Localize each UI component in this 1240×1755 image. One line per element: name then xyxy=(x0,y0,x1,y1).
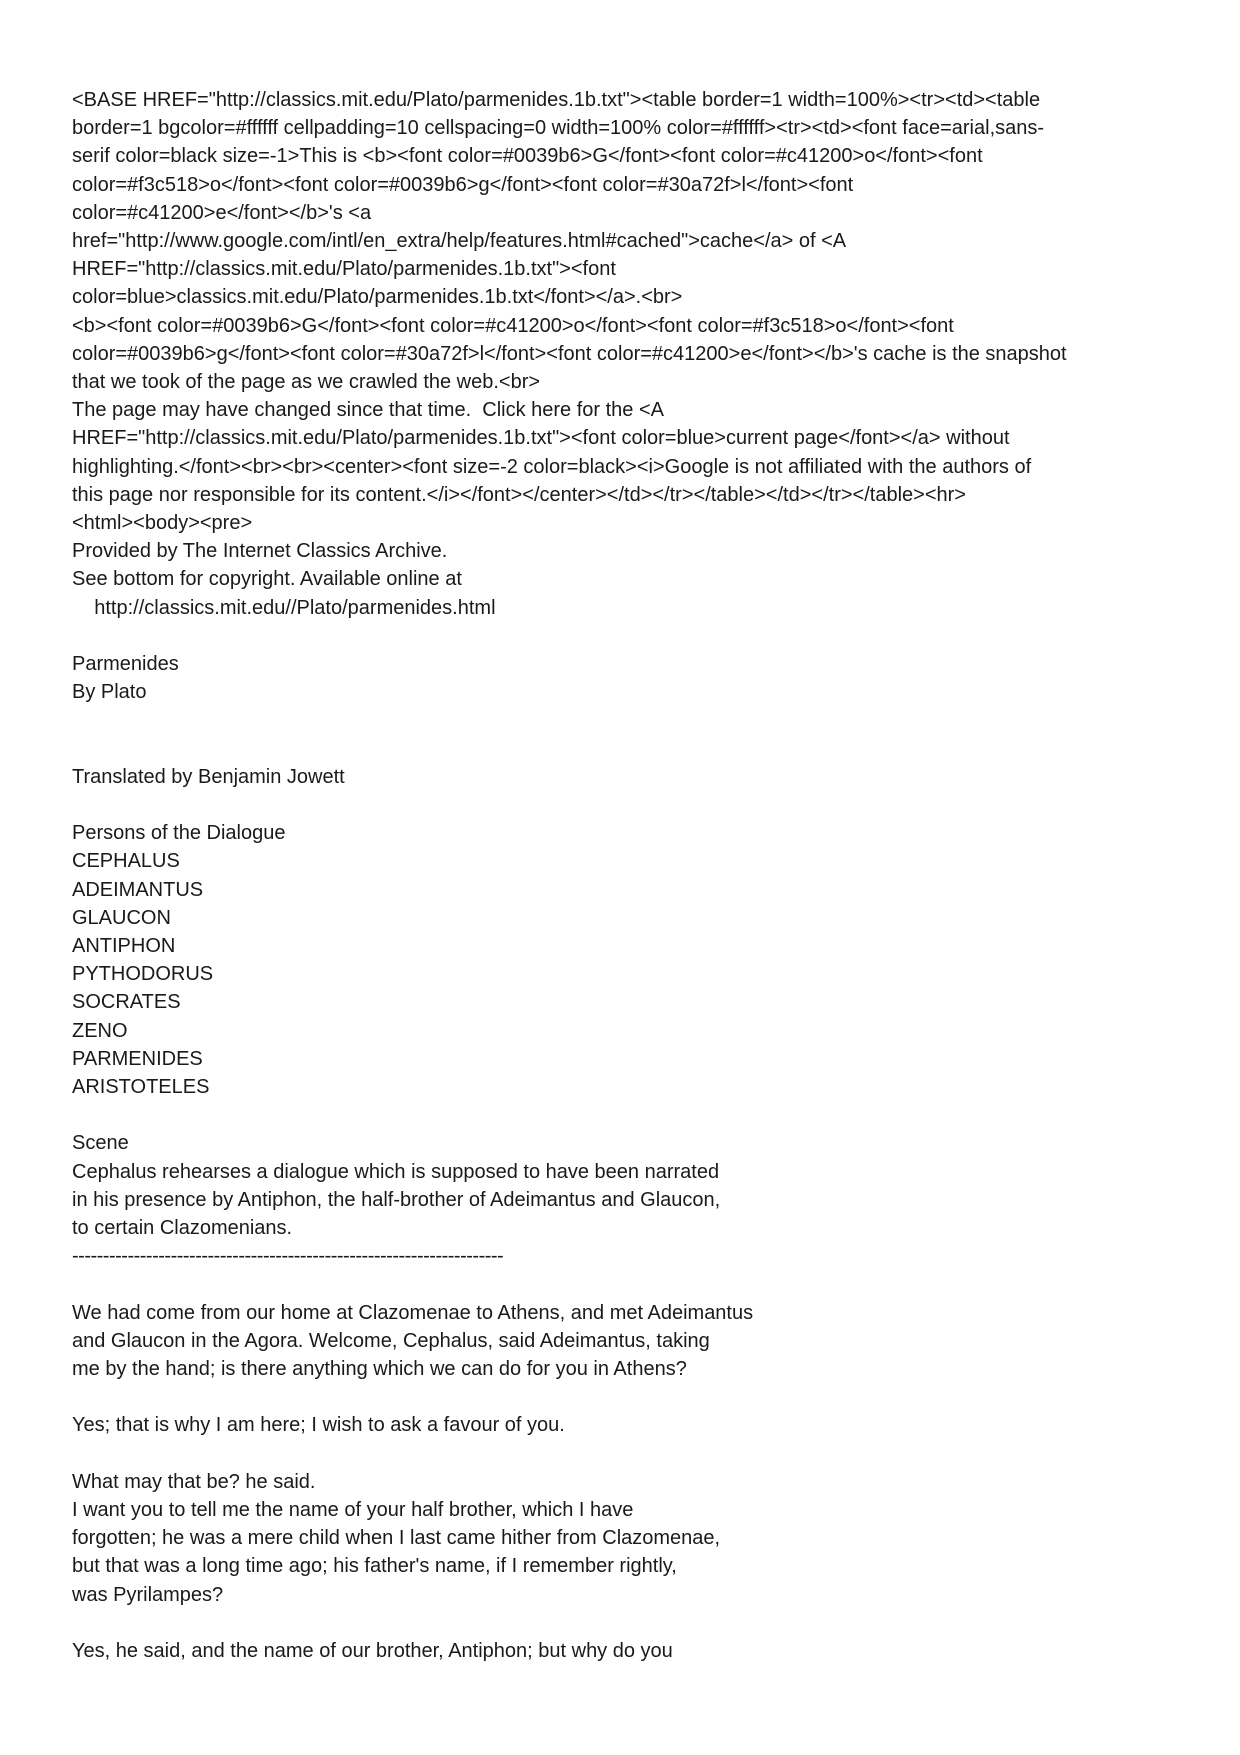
blank-line xyxy=(72,622,1182,650)
text-line: Parmenides xyxy=(72,653,179,676)
text-line: We had come from our home at Clazomenae to Athens, and met Adeimantus xyxy=(72,1301,754,1324)
text-line: to certain Clazomenians. xyxy=(72,1217,293,1240)
text-line: HREF="http://classics.mit.edu/Plato/parmenides.1b.txt"><font xyxy=(72,258,616,281)
text-line: highlighting.</font><br><br><center><font size=-2 color=black><i>Google is not affiliated with the authors of xyxy=(72,455,1032,478)
blank-line xyxy=(72,735,1182,763)
text-line: that we took of the page as we crawled the web.<br> xyxy=(72,371,541,394)
text-line: See bottom for copyright. Available online at xyxy=(72,568,462,591)
text-line: I want you to tell me the name of your half brother, which I have xyxy=(72,1499,634,1522)
text-line: me by the hand; is there anything which we can do for you in Athens? xyxy=(72,1358,687,1381)
text-line: PYTHODORUS xyxy=(72,963,214,986)
blank-line xyxy=(72,1609,1182,1637)
text-line: HREF="http://classics.mit.edu/Plato/parmenides.1b.txt"><font color=blue>current page</font></a> without xyxy=(72,427,1010,450)
text-line: border=1 bgcolor=#ffffff cellpadding=10 cellspacing=0 width=100% color=#ffffff><tr><td><font face=arial,sans- xyxy=(72,117,1045,140)
text-line: ZENO xyxy=(72,1019,128,1042)
text-line: The page may have changed since that time. Click here for the <A xyxy=(72,399,664,422)
text-line: Scene xyxy=(72,1132,129,1155)
blank-line xyxy=(72,1440,1182,1468)
text-line: GLAUCON xyxy=(72,906,171,929)
text-line: By Plato xyxy=(72,681,147,704)
text-line: Yes, he said, and the name of our brother, Antiphon; but why do you xyxy=(72,1640,673,1663)
text-line: http://classics.mit.edu//Plato/parmenides.html xyxy=(72,596,496,619)
blank-line xyxy=(72,1270,1182,1298)
text-line: CEPHALUS xyxy=(72,850,180,873)
text-line: Persons of the Dialogue xyxy=(72,822,286,845)
separator-rule: ---------------------------------------------------------------------- xyxy=(72,1245,504,1268)
text-line: color=#c41200>e</font></b>'s <a xyxy=(72,201,372,224)
text-line: in his presence by Antiphon, the half-brother of Adeimantus and Glaucon, xyxy=(72,1188,721,1211)
blank-line xyxy=(72,706,1182,734)
document-body xyxy=(72,86,1182,1665)
text-line: this page nor responsible for its content.</i></font></center></td></tr></table></td></tr></table><hr> xyxy=(72,483,966,506)
blank-line xyxy=(72,1383,1182,1411)
text-line: Translated by Benjamin Jowett xyxy=(72,765,345,788)
text-line: was Pyrilampes? xyxy=(72,1583,224,1606)
text-line: Yes; that is why I am here; I wish to ask a favour of you. xyxy=(72,1414,565,1437)
text-line: SOCRATES xyxy=(72,991,181,1014)
text-line: <html><body><pre> xyxy=(72,512,253,535)
text-line: color=blue>classics.mit.edu/Plato/parmenides.1b.txt</font></a>.<br> xyxy=(72,286,683,309)
text-line: href="http://www.google.com/intl/en_extra/help/features.html#cached">cache</a> of <A xyxy=(72,230,847,253)
text-line: forgotten; he was a mere child when I last came hither from Clazomenae, xyxy=(72,1527,721,1550)
text-line: serif color=black size=-1>This is <b><font color=#0039b6>G</font><font color=#c41200>o</font><font xyxy=(72,145,983,168)
text-line: ANTIPHON xyxy=(72,935,176,958)
text-line: <BASE HREF="http://classics.mit.edu/Plato/parmenides.1b.txt"><table border=1 width=100%><tr><td><table xyxy=(72,89,1041,111)
text-line: ARISTOTELES xyxy=(72,1076,210,1099)
text-line: ADEIMANTUS xyxy=(72,878,204,901)
text-line: Provided by The Internet Classics Archive. xyxy=(72,540,448,563)
text-line: and Glaucon in the Agora. Welcome, Cephalus, said Adeimantus, taking xyxy=(72,1329,710,1352)
blank-line xyxy=(72,1101,1182,1129)
text-line: <b><font color=#0039b6>G</font><font color=#c41200>o</font><font color=#f3c518>o</font><font xyxy=(72,314,954,337)
text-line: PARMENIDES xyxy=(72,1047,203,1070)
text-line: but that was a long time ago; his father's name, if I remember rightly, xyxy=(72,1555,677,1578)
text-line: color=#0039b6>g</font><font color=#30a72f>l</font><font color=#c41200>e</font></b>'s cache is the snapshot xyxy=(72,342,1067,365)
text-line: color=#f3c518>o</font><font color=#0039b6>g</font><font color=#30a72f>l</font><font xyxy=(72,173,854,196)
text-line: What may that be? he said. xyxy=(72,1470,316,1493)
blank-line xyxy=(72,791,1182,819)
text-line: Cephalus rehearses a dialogue which is supposed to have been narrated xyxy=(72,1160,720,1183)
